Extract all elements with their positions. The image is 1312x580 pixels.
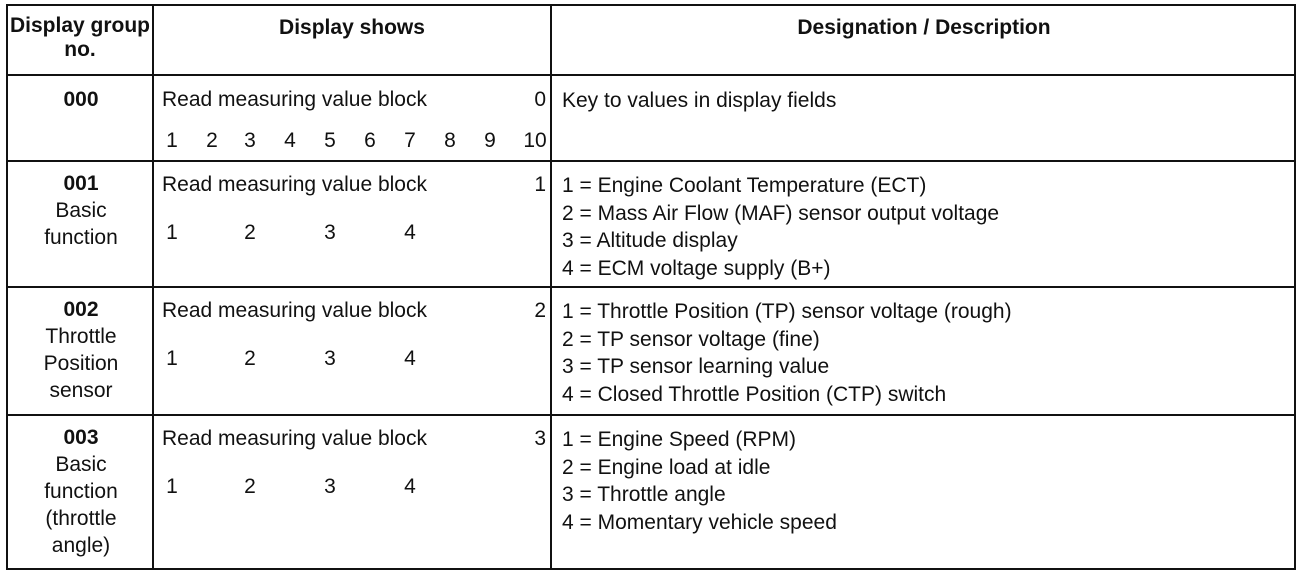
block-label: Read measuring value block (162, 299, 427, 322)
field-number: 4 (404, 475, 416, 498)
description-line: 4 = Momentary vehicle speed (562, 510, 837, 534)
group-cell (8, 424, 154, 559)
header-designation: Designation / Description (797, 16, 1051, 39)
block-label: Read measuring value block (162, 427, 427, 450)
description-line: 4 = Closed Throttle Position (CTP) switch (562, 382, 947, 406)
block-label: Read measuring value block (162, 88, 427, 111)
field-number: 6 (364, 129, 376, 152)
field-number: 9 (484, 129, 496, 152)
description-line: 1 = Engine Coolant Temperature (ECT) (562, 174, 927, 197)
field-number: 5 (324, 129, 336, 152)
group-number: 002 (63, 298, 99, 321)
header-display-shows: Display shows (279, 16, 425, 39)
field-number: 4 (284, 129, 296, 152)
field-number: 10 (523, 129, 547, 152)
block-number: 3 (534, 427, 546, 450)
field-number: 1 (166, 129, 178, 152)
description-line: 2 = Mass Air Flow (MAF) sensor output voltage (562, 201, 1000, 225)
field-number: 4 (404, 347, 416, 370)
group-label: Basic function (throttle angle) (44, 453, 118, 557)
description-line: 3 = Altitude display (562, 229, 738, 252)
group-label: Basic function (44, 199, 118, 249)
display-group-table (6, 4, 1296, 570)
block-line (162, 172, 546, 198)
field-number: 2 (244, 221, 256, 244)
description-line: 1 = Engine Speed (RPM) (562, 428, 797, 451)
description-line: 1 = Throttle Position (TP) sensor voltage (rough) (562, 300, 1012, 323)
group-number: 003 (63, 426, 99, 449)
description-line: 3 = Throttle angle (562, 483, 726, 506)
description-line: 4 = ECM voltage supply (B+) (562, 256, 831, 280)
description-cell (562, 426, 837, 536)
row-divider (8, 74, 1294, 76)
description-cell (562, 298, 1012, 408)
field-number: 2 (206, 129, 218, 152)
group-number: 000 (63, 88, 99, 111)
description-cell (562, 87, 836, 115)
block-number: 2 (534, 299, 546, 322)
block-line (162, 298, 546, 324)
row-divider (8, 160, 1294, 162)
group-cell (8, 296, 154, 404)
row-divider (8, 414, 1294, 416)
group-cell (8, 86, 154, 113)
description-line: 3 = TP sensor learning value (562, 355, 830, 378)
description-line: 2 = Engine load at idle (562, 455, 771, 479)
field-number: 3 (324, 347, 336, 370)
description-cell (562, 172, 999, 282)
field-number: 4 (404, 221, 416, 244)
block-number: 0 (534, 88, 546, 111)
block-label: Read measuring value block (162, 173, 427, 196)
block-line (162, 426, 546, 452)
group-cell (8, 170, 154, 251)
field-number: 1 (166, 347, 178, 370)
block-number: 1 (534, 173, 546, 196)
group-label: Throttle Position sensor (43, 325, 119, 402)
field-number: 3 (324, 221, 336, 244)
field-number: 2 (244, 475, 256, 498)
description-line: Key to values in display fields (562, 89, 837, 112)
field-number: 3 (324, 475, 336, 498)
field-number: 1 (166, 475, 178, 498)
field-number: 7 (404, 129, 416, 152)
field-number: 3 (244, 129, 256, 152)
group-number: 001 (63, 172, 99, 195)
header-group-no: Display group no. (9, 14, 151, 61)
row-divider (8, 286, 1294, 288)
field-number: 8 (444, 129, 456, 152)
field-number: 2 (244, 347, 256, 370)
field-number: 1 (166, 221, 178, 244)
description-line: 2 = TP sensor voltage (fine) (562, 327, 820, 351)
block-line (162, 87, 546, 113)
